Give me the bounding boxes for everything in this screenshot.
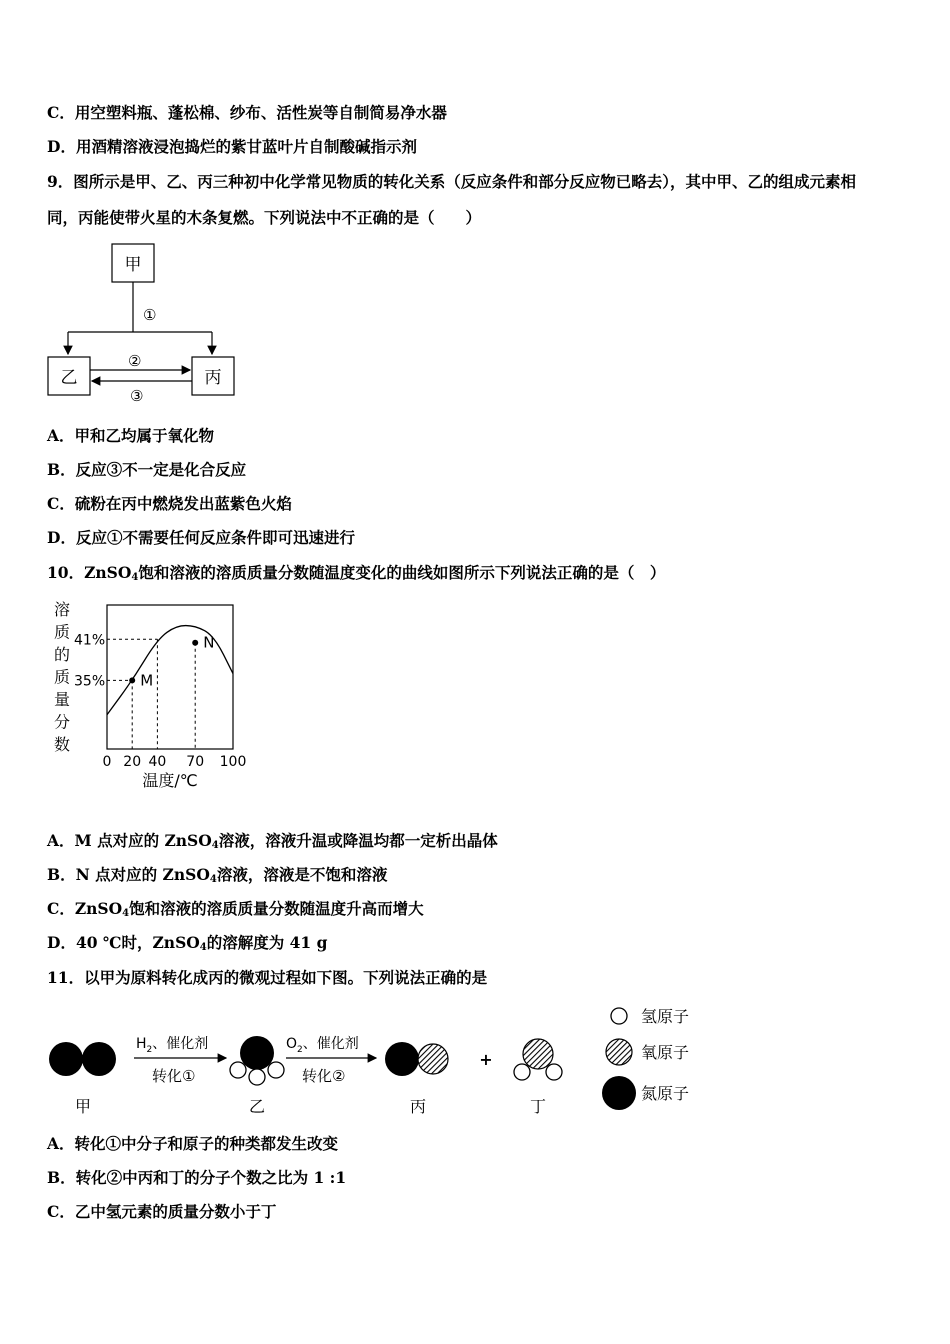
x-tick-label: 0 [102,754,112,770]
y-axis-label-char: 质 [53,667,71,687]
arrow2-label: 转化② [302,1067,346,1085]
y-tick-label: 41% [74,632,106,649]
y-axis-label-char: 质 [53,622,71,642]
q10-option-c: C．ZnSO$_4$饱和溶液的溶质质量分数随温度升高而增大 [47,899,424,919]
q10-stem: 10．ZnSO$_4$饱和溶液的溶质质量分数随温度变化的曲线如图所示下列说法正确的是（ ） [47,563,666,583]
legend-oxygen-label: 氧原子 [641,1043,690,1062]
x-tick-label: 20 [123,754,142,770]
arrow1-label: 转化① [152,1067,196,1085]
q8-option-c: C．用空塑料瓶、蓬松棉、纱布、活性炭等自制简易净水器 [47,103,447,122]
arrow-3-label: ③ [130,387,144,405]
arrow2-reagent: $O_2$、催化剂 [286,1036,359,1055]
x-tick-label: 100 [219,754,247,770]
label-ding: 丁 [529,1097,547,1116]
molecule-jia [49,1042,116,1076]
q10-option-d: D．40 ℃时，ZnSO$_4$的溶解度为 41 g [47,933,328,953]
q9-option-a: A．甲和乙均属于氧化物 [47,426,215,445]
molecule-yi [230,1036,284,1085]
arrow1-reagent: $H_2$、催化剂 [136,1036,209,1055]
q11-option-a: A．转化①中分子和原子的种类都发生改变 [47,1134,339,1153]
q10-option-b: B．N 点对应的 ZnSO$_4$溶液，溶液是不饱和溶液 [47,865,388,885]
y-axis-label-char: 溶 [53,600,71,619]
point-n [192,640,198,646]
label-yi: 乙 [248,1097,266,1116]
q9-conversion-diagram [40,240,250,410]
y-axis-label-char: 数 [53,735,71,754]
q10-solubility-chart [40,595,270,800]
arrow-1-label: ① [143,306,157,324]
y-axis-label-char: 量 [53,690,71,709]
q11-option-c: C．乙中氢元素的质量分数小于丁 [47,1202,277,1221]
label-bing: 丙 [409,1097,427,1116]
q9-option-b: B．反应③不一定是化合反应 [47,460,247,479]
q9-stem-line2: 同，丙能使带火星的木条复燃。下列说法中不正确的是（ ） [47,208,482,227]
point-label-m: M [140,671,154,690]
q11-micro-process-diagram [40,995,720,1120]
x-tick-label: 70 [186,754,205,770]
legend-hydrogen-label: 氢原子 [641,1007,690,1026]
molecule-bing [385,1042,448,1076]
arrow-2-label: ② [128,352,142,370]
x-axis-label: 温度/℃ [142,771,198,790]
x-tick-label: 40 [148,754,167,770]
plot-frame [107,605,233,749]
q11-option-b: B．转化②中丙和丁的分子个数之比为 1 :1 [47,1168,347,1187]
box-jia-label: 甲 [124,255,142,275]
y-axis-label-char: 的 [53,645,71,664]
legend-hydrogen-icon [611,1008,627,1024]
point-label-n: N [203,633,215,652]
q8-option-d: D．用酒精溶液浸泡捣烂的紫甘蓝叶片自制酸碱指示剂 [47,137,417,156]
legend-oxygen-icon [606,1039,632,1065]
plus-sign: + [479,1050,493,1069]
y-tick-label: 35% [74,673,106,690]
q10-option-a: A．M 点对应的 ZnSO$_4$溶液，溶液升温或降温均都一定析出晶体 [47,831,498,851]
legend-nitrogen-icon [602,1076,636,1110]
y-axis-label-char: 分 [53,712,71,732]
label-jia: 甲 [74,1097,92,1116]
q9-option-c: C．硫粉在丙中燃烧发出蓝紫色火焰 [47,494,292,513]
molecule-ding [514,1039,562,1080]
box-yi-label: 乙 [60,368,78,388]
point-m [129,677,135,683]
q9-option-d: D．反应①不需要任何反应条件即可迅速进行 [47,528,355,547]
box-bing-label: 丙 [204,368,222,388]
q9-stem-line1: 9．图所示是甲、乙、丙三种初中化学常见物质的转化关系（反应条件和部分反应物已略去），其中甲、乙的组成元素相 [47,172,857,191]
legend-nitrogen-label: 氮原子 [641,1084,690,1103]
q11-stem: 11．以甲为原料转化成丙的微观过程如下图。下列说法正确的是 [47,968,488,987]
